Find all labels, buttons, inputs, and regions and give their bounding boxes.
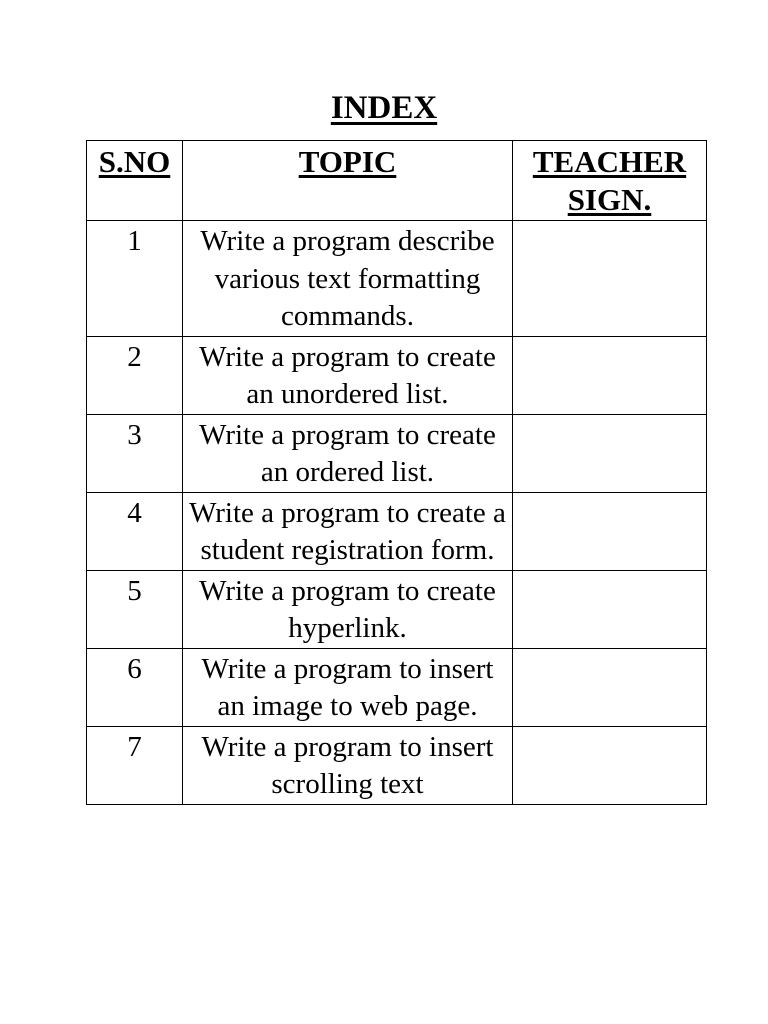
table-row [87, 726, 707, 804]
table-row [87, 492, 707, 570]
table-row [87, 648, 707, 726]
row-topic: Write a program to create an unordered list. [183, 336, 513, 414]
row-teacher-sign [513, 648, 707, 726]
table-header-row [87, 141, 707, 221]
table-row [87, 336, 707, 414]
row-topic: Write a program to insert an image to web page. [183, 648, 513, 726]
row-sno: 4 [87, 492, 183, 570]
row-sno: 2 [87, 336, 183, 414]
row-topic: Write a program to create an ordered list. [183, 414, 513, 492]
index-table [86, 140, 707, 805]
row-teacher-sign [513, 492, 707, 570]
row-topic: Write a program to insert scrolling text [183, 726, 513, 804]
row-sno: 1 [87, 221, 183, 337]
header-teacher-sign: TEACHER SIGN. [513, 141, 707, 221]
header-sno: S.NO [87, 141, 183, 221]
table-row [87, 414, 707, 492]
row-topic: Write a program to create a student registration form. [183, 492, 513, 570]
row-sno: 3 [87, 414, 183, 492]
row-sno: 5 [87, 570, 183, 648]
row-teacher-sign [513, 414, 707, 492]
table-row [87, 221, 707, 337]
row-teacher-sign [513, 221, 707, 337]
row-topic: Write a program describe various text formatting commands. [183, 221, 513, 337]
row-teacher-sign [513, 336, 707, 414]
row-sno: 7 [87, 726, 183, 804]
row-topic: Write a program to create hyperlink. [183, 570, 513, 648]
header-topic: TOPIC [183, 141, 513, 221]
page-title: INDEX [330, 90, 438, 126]
row-teacher-sign [513, 570, 707, 648]
row-sno: 6 [87, 648, 183, 726]
row-teacher-sign [513, 726, 707, 804]
table-row [87, 570, 707, 648]
